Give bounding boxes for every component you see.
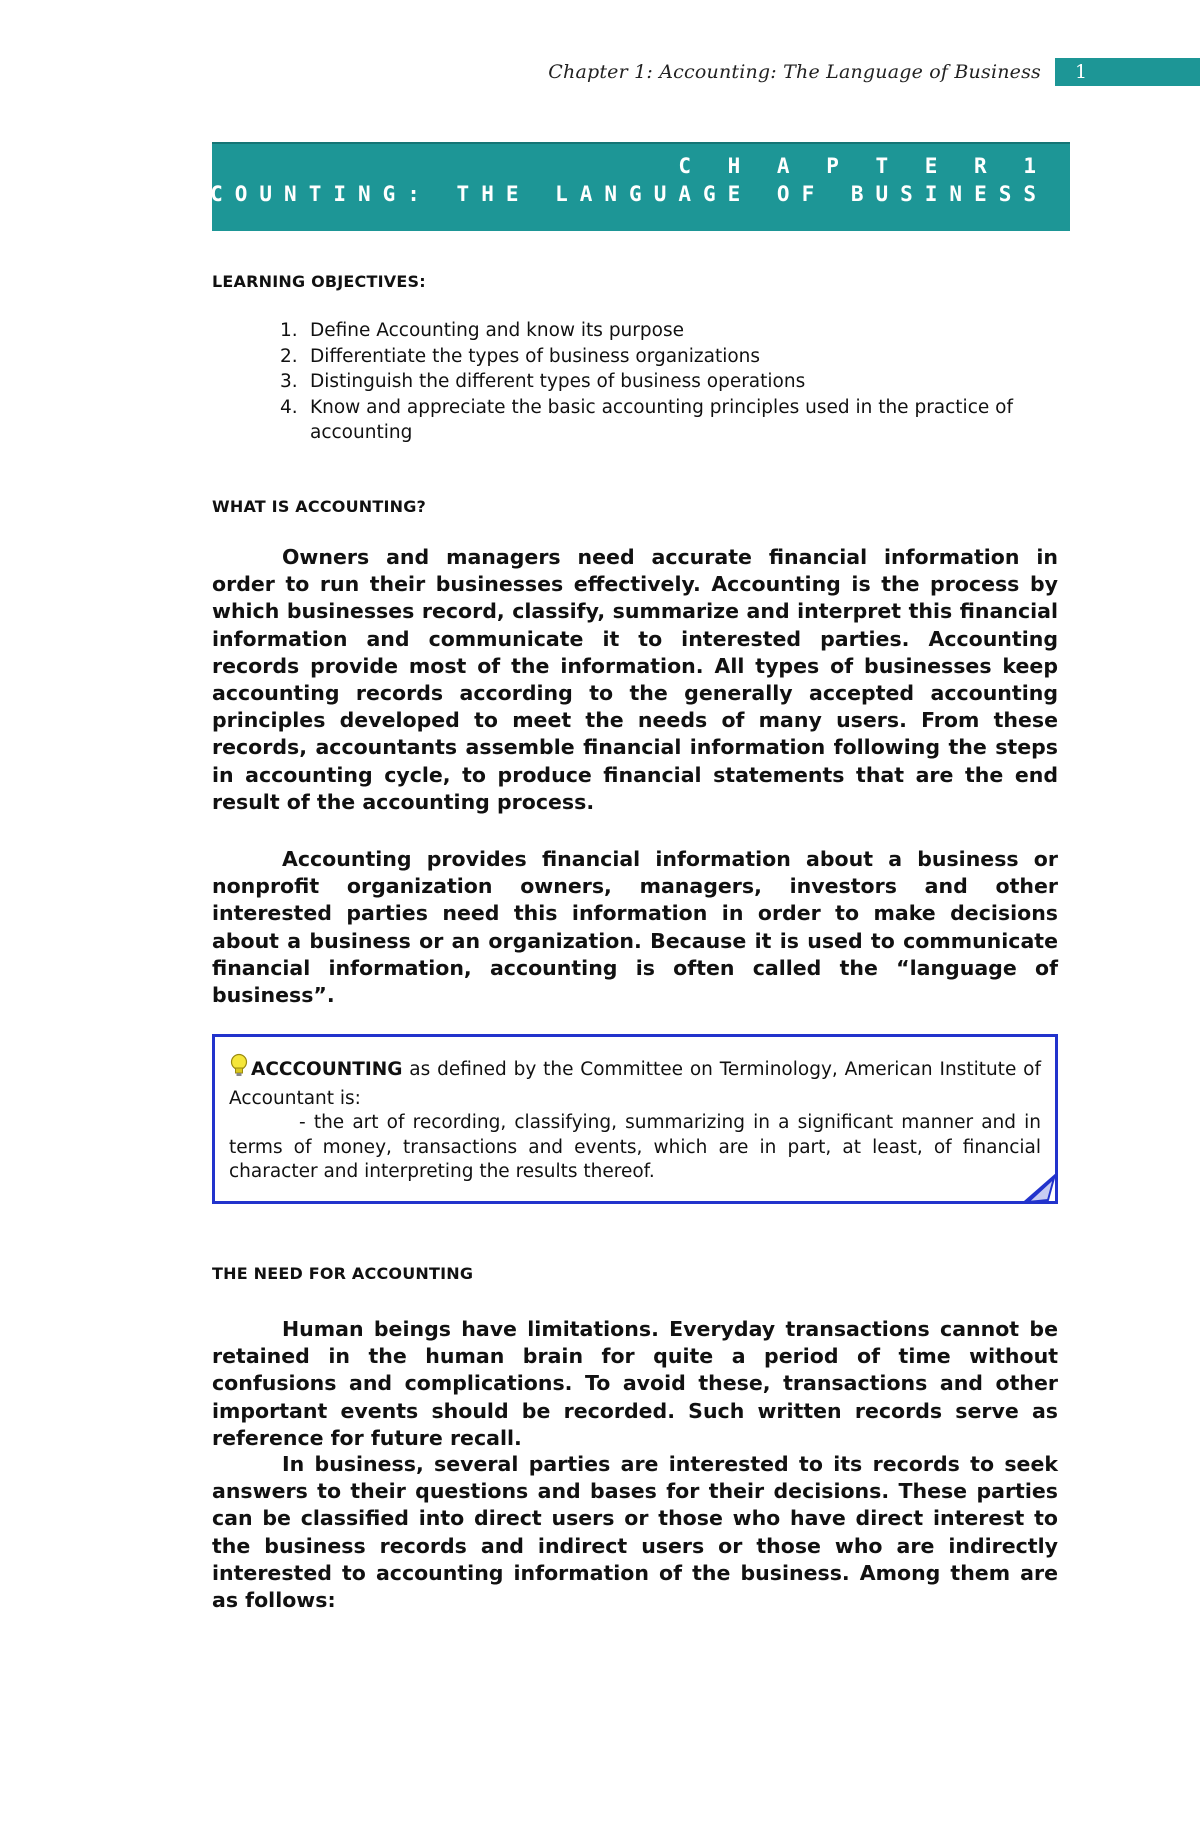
list-item-text: Define Accounting and know its purpose bbox=[310, 320, 684, 341]
running-title: Chapter 1: Accounting: The Language of Business bbox=[548, 61, 1041, 83]
need-for-accounting-heading: THE NEED FOR ACCOUNTING bbox=[212, 1264, 474, 1283]
list-item bbox=[280, 395, 1070, 446]
body-paragraph: Owners and managers need accurate financial information in order to run their businesses effectively. Accounting is the process by which businesses record, classify, summarize and interpret this financial information and communicate it to interested parties. Accounting records provide most of the information. All types of businesses keep accounting records according to the generally accepted accounting principles developed to meet the needs of many users. From these records, accountants assemble financial information following the steps in accounting cycle, to produce financial statements that are the end result of the accounting process. bbox=[212, 545, 1058, 814]
running-header bbox=[548, 58, 1200, 86]
chapter-banner bbox=[160, 142, 1070, 231]
list-item bbox=[280, 318, 1070, 344]
lightbulb-icon bbox=[229, 1053, 249, 1087]
list-item bbox=[280, 369, 1070, 395]
page-number: 1 bbox=[1055, 58, 1200, 86]
body-paragraph: In business, several parties are interested to its records to seek answers to their questions and bases for their decisions. These parties can be classified into direct users or those who have direct interest to the business records and indirect users or those who are indirectly interested to accounting information of the business. Among them are as follows: bbox=[212, 1452, 1058, 1613]
chapter-label: C H A P T E R 1 bbox=[678, 154, 1048, 178]
list-item-number: 4. bbox=[280, 396, 298, 418]
list-item-number: 2. bbox=[280, 345, 298, 367]
list-item-text: Distinguish the different types of business operations bbox=[310, 371, 806, 392]
list-item-text: Differentiate the types of business organizations bbox=[310, 345, 761, 367]
objectives-list bbox=[280, 318, 1070, 446]
body-paragraph: Human beings have limitations. Everyday transactions cannot be retained in the human brain for quite a period of time without confusions and complications. To avoid these, transactions and other important events should be recorded. Such written records serve as reference for future recall. bbox=[212, 1317, 1058, 1450]
list-item-text: Know and appreciate the basic accounting principles used in the practice of accounting bbox=[310, 396, 1013, 443]
definition-callout bbox=[212, 1034, 1058, 1204]
learning-objectives-heading: LEARNING OBJECTIVES: bbox=[212, 272, 426, 291]
page-curl-icon bbox=[1024, 1174, 1058, 1204]
definition-text: - the art of recording, classifying, summarizing in a significant manner and in terms of money, transactions and events, which are in part, at least, of financial character and interpreting the results thereof. bbox=[229, 1112, 1041, 1182]
definition-term: ACCCOUNTING bbox=[251, 1059, 403, 1080]
body-paragraph: Accounting provides financial information about a business or nonprofit organization owners, managers, investors and other interested parties need this information in order to make decisions about a business or an organization. Because it is used to communicate financial information, accounting is often called the “language of business”. bbox=[212, 847, 1058, 1008]
list-item-number: 3. bbox=[280, 371, 298, 392]
list-item-number: 1. bbox=[280, 320, 298, 341]
what-is-accounting-heading: WHAT IS ACCOUNTING? bbox=[212, 497, 427, 516]
definition-intro: as defined by the Committee on Terminology, American Institute of Accountant is: bbox=[229, 1059, 1041, 1109]
list-item bbox=[280, 344, 1070, 370]
chapter-title: ACCOUNTING: THE LANGUAGE OF BUSINESS bbox=[160, 182, 1048, 206]
